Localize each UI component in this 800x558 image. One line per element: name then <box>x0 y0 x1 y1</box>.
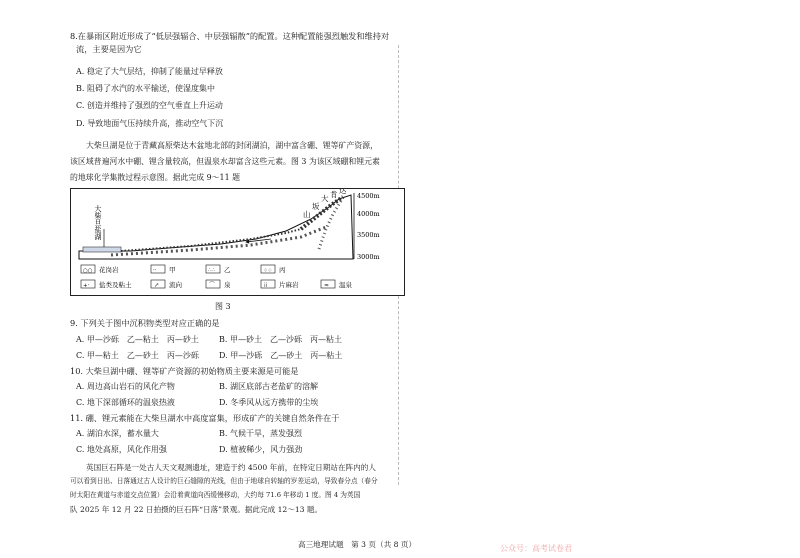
legend-granite: 花岗岩 <box>99 266 119 274</box>
elev-3500: 3500m <box>357 231 380 239</box>
legend-yi: 乙 <box>224 266 231 274</box>
legend-sym-yi: ∴∴ <box>208 268 215 274</box>
q11-option-c: C. 地处高原，风化作用强 <box>76 445 167 454</box>
legend-spring: 泉 <box>224 281 231 289</box>
legend-hotspring: 温泉 <box>339 281 352 289</box>
legend-sym-granite: ○○ <box>83 268 93 274</box>
legend-sym-jia: ·· <box>153 268 157 274</box>
q11-option-a: A. 湖泊水深，蓄水量大 <box>76 429 159 438</box>
intro-9-11-line2: 该区域普遍河水中硼、锂含量较高，但温泉水却富含这些元素。图 3 为该区域硼和锂元素 <box>70 157 380 166</box>
intro-9-11-line1: 大柴旦湖是位于青藏高原柴达木盆地北部的封闭湖泊，湖中富含硼、锂等矿产资源， <box>86 141 378 150</box>
q8-stem-line2: 流，主要是因为它 <box>76 44 142 54</box>
q11-stem: 11. 硼、锂元素能在大柴旦湖水中高度富集，形成矿产的关键自然条件在于 <box>70 413 340 423</box>
mountain-label-4: 肯 <box>330 190 338 199</box>
q9-stem: 9. 下列关于图中沉积物类型对应正确的是 <box>70 318 220 328</box>
legend-bing: 丙 <box>279 266 286 274</box>
legend-sym-salt: +· <box>83 283 90 289</box>
elev-4500: 4500m <box>357 192 380 200</box>
q11-option-d: D. 植被稀少，风力强劲 <box>219 445 303 454</box>
mountain-label-5: 达 <box>339 189 347 195</box>
intro-12-13-line2: 可以看到日出、日落通过古人设计的巨石缝隙的光线，但由于地球自转轴的岁差运动，导致春分点（春分 <box>70 477 378 485</box>
q8-option-c: C. 创造并维持了强烈的空气垂直上升运动 <box>76 101 223 110</box>
legend-sym-spring: ⌒ <box>209 282 216 289</box>
q10-option-d: D. 冬季风从远方携带的尘埃 <box>219 398 319 407</box>
q10-option-a: A. 周边高山岩石的风化产物 <box>76 382 175 391</box>
q8-option-a: A. 稳定了大气层结，抑制了能量过早释放 <box>76 67 223 76</box>
q9-option-d: D. 甲—沙砾 乙—砂土 丙—粘土 <box>219 351 343 360</box>
intro-9-11-line3: 的地球化学集散过程示意图。据此完成 9～11 题 <box>70 173 241 182</box>
q9-option-a: A. 甲—沙砾 乙—粘土 丙—砂土 <box>76 335 199 344</box>
intro-12-13-line1: 英国巨石阵是一处古人天文观测遗址，建造于约 4500 年前，在特定日期站在阵内的人 <box>86 463 376 472</box>
mountain-label-1: 山 <box>303 210 311 219</box>
q8-option-d: D. 导致地面气压持续升高，推动空气下沉 <box>76 119 224 128</box>
q10-option-b: B. 湖区底部古老盐矿的溶解 <box>219 382 318 391</box>
legend-sym-gneiss: ⁞⁞ <box>264 282 268 289</box>
mountain-label-2: 坂 <box>312 202 320 211</box>
q8-option-b: B. 阻碍了水汽的水平输送，使湿度集中 <box>76 84 215 93</box>
page-footer: 高三地理试题 第 3 页（共 8 页） <box>298 540 417 549</box>
watermark: 公众号：高考试卷君 <box>500 544 572 553</box>
legend-flow: 流向 <box>169 281 182 289</box>
elev-4000: 4000m <box>357 210 380 218</box>
q10-stem: 10. 大柴旦湖中硼、锂等矿产资源的初始物质主要来源是可能是 <box>70 366 299 376</box>
figure-3-diagram <box>71 189 404 295</box>
legend-sym-flow: ↗ <box>154 282 160 289</box>
mountain-label-3: 大 <box>321 194 329 203</box>
intro-12-13-line4: 队 2025 年 12 月 22 日拍摄的巨石阵“日落”景观。据此完成 12～13 题。 <box>70 505 323 514</box>
q10-option-c: C. 地下深部循环的温泉热液 <box>76 398 175 407</box>
figure-3-caption: 图 3 <box>215 302 231 311</box>
legend-gneiss: 片麻岩 <box>279 281 299 289</box>
intro-12-13-line3: 时太阳在黄道与赤道交点位置）会沿着黄道向西缓慢移动，大约每 71.6 年移动 1 度。图 4 为英国 <box>70 491 361 499</box>
legend-jia: 甲 <box>169 266 176 274</box>
figure-3 <box>70 188 405 296</box>
q9-option-b: B. 甲—砂土 乙—沙砾 丙—粘土 <box>219 335 342 344</box>
q11-option-b: B. 气候干旱，蒸发强烈 <box>219 429 302 438</box>
legend-sym-hotspring: ≈ <box>324 282 330 289</box>
lake-label: 大柴旦盐湖 <box>94 205 102 240</box>
elev-3000: 3000m <box>357 253 380 261</box>
legend-salt: 盐类及粘土 <box>99 281 132 289</box>
q8-stem-line1: 8.在暴雨区附近形成了“低层强辐合、中层强辐散”的配置。这种配置能强烈触发和维持对 <box>70 31 390 41</box>
q9-option-c: C. 甲—粘土 乙—砂土 丙—沙砾 <box>76 351 199 360</box>
legend-sym-bing: ⁘⁘ <box>263 268 273 274</box>
